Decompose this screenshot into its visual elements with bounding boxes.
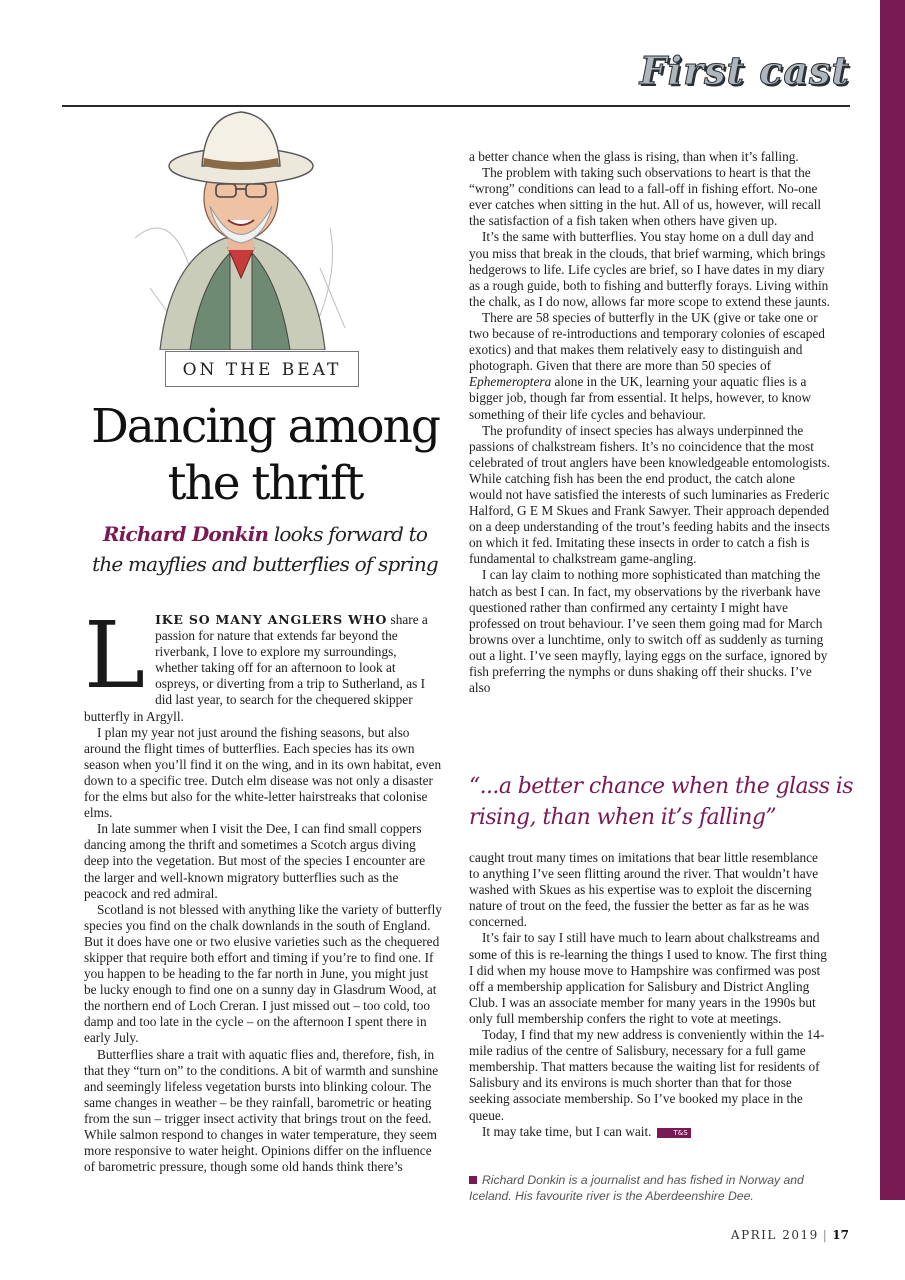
- article-column-left: [84, 602, 442, 1175]
- magazine-edge-bar: [880, 0, 905, 1200]
- folio-separator: |: [822, 1228, 829, 1242]
- section-title: First cast: [639, 48, 850, 93]
- headline-line-2: the thrift: [167, 456, 363, 511]
- species-text-a: There are 58 species of butterfly in the UK (give or take one or two because of re-introductions and temporary colonies of escaped exotics) and that makes them relatively easy to distinguish and photograph. Given that there are more than 50 species of: [469, 309, 825, 374]
- standfirst-line-1: looks forward to: [268, 522, 428, 546]
- article-column-right-top: [469, 149, 831, 696]
- lead-caps: IKE SO MANY ANGLERS WHO: [155, 612, 388, 627]
- body-paragraph: The profundity of insect species has always underpinned the passions of chalkstream fishers. It’s no coincidence that the most celebrated of trout anglers have been knowledgeable entomologists. While catching fish has been the end product, the catch alone would not have satisfied the interests of such luminaries as Frederic Halford, G E M Skues and Frank Sawyer. Their approach depended on a deep understanding of the trout’s feeding habits and the insects on which it fed. Imitating these insects in order to catch a fish is fundamental to chalkstream game-angling.: [469, 422, 831, 567]
- body-paragraph: I can lay claim to nothing more sophisticated than matching the hatch as best I can. In fact, my observations by the riverbank have questioned rather than confirmed any certainty I might have professed on trout behaviour. I’ve seen them going mad for March browns over a lunchtime, only to switch off as suddenly as turning out a light. I’ve seen mayfly, laying eggs on the surface, ignored by fish preferring the nymphs or duns shaking off their shucks. I’ve also: [469, 567, 828, 696]
- body-paragraph: caught trout many times on imitations that bear little resemblance to anything I’ve seen flitting around the river. That wouldn’t have washed with Skues as his expertise was to exploit the discerning nature of trout on the feed, the fussier the better as far as he was concerned.: [469, 850, 819, 930]
- body-paragraph: Scotland is not blessed with anything like the variety of butterfly species you find on the chalk downlands in the south of England. But it does have one or two elusive varieties such as the chequered skipper that require both effort and timing if you’re to find one. If you happen to be heading to the far north in June, you might just be lucky enough to find one on a sunny day in Glasdrum Wood, at the northern end of Loch Creran. I just missed out – too cold, too damp and too late in the cycle – on the afternoon I spent there in early July.: [84, 901, 442, 1046]
- body-paragraph: a better chance when the glass is rising, than when it’s falling.: [469, 149, 799, 164]
- body-paragraph: Today, I find that my new address is conveniently within the 14-mile radius of the centre of Salisbury, necessary for a full game membership. That matters because the waiting list for residents of Salisbury and its environs is much shorter than that for those seeking associate membership. So I’ve booked my place in the queue.: [469, 1027, 825, 1123]
- bio-text: Richard Donkin is a journalist and has fished in Norway and Iceland. His favourite river is the Aberdeenshire Dee.: [469, 1173, 804, 1203]
- issue-date: APRIL 2019: [730, 1228, 819, 1242]
- end-mark-logo: T&S: [657, 1128, 690, 1138]
- lead-paragraph: [84, 602, 442, 725]
- body-paragraph: It’s the same with butterflies. You stay home on a dull day and you miss that break in the clouds, that brief warming, which brings hedgerows to life. Life cycles are brief, so I have dates in my diary as a rough guide, both to fishing and butterfly forays. Living within the chalk, as I do now, allows far more scope to extend these jaunts.: [469, 229, 831, 309]
- body-paragraph: In late summer when I visit the Dee, I can find small coppers dancing among the thrift and sometimes a Scotch argus diving deep into the vegetation. But most of the species I encounter are the larger and well-known migratory butterflies such as the peacock and red admiral.: [84, 821, 426, 901]
- page-number: 17: [832, 1228, 849, 1242]
- closing-line: It may take time, but I can wait.: [482, 1123, 652, 1139]
- bio-square-icon: [469, 1176, 477, 1184]
- author-byline: Richard Donkin: [102, 522, 269, 546]
- species-latin-name: Ephemeroptera: [469, 374, 552, 390]
- headline-line-1: Dancing among: [91, 399, 439, 454]
- pull-quote: “...a better chance when the glass is rising, than when it’s falling”: [469, 774, 853, 830]
- author-portrait-illustration: [130, 88, 350, 350]
- closing-paragraph: [469, 1124, 831, 1140]
- body-paragraph: [469, 310, 831, 423]
- species-text-b: alone in the UK, learning your aquatic flies is a bigger job, though far from essential. It helps, however, to know something of their life cycles and behaviour.: [469, 374, 812, 422]
- body-paragraph: Butterflies share a trait with aquatic flies and, therefore, fish, in that they “turn on” to the conditions. A bit of warmth and sunshine and seemingly lifeless vegetation bursts into blinking colour. The same changes in weather – be they rainfall, barometric or heating from the sun – trigger insect activity that brings trout on the feed. While salmon respond to changes in water temperature, they seem more responsive to water height. Opinions differ on the influence of barometric pressure, though some old hands think there’s: [84, 1046, 439, 1175]
- page-folio: [731, 1228, 849, 1242]
- section-kicker: ON THE BEAT: [165, 351, 359, 387]
- body-paragraph: I plan my year not just around the fishing seasons, but also around the flight times of butterflies. Each species has its own season when you’ll find it on the wing, and in its own habitat, even down to a specific tree. Dutch elm disease was not only a disaster for the elms but also for the white-letter hairstreaks that colonise elms.: [84, 724, 442, 821]
- drop-cap: L: [84, 602, 146, 709]
- headline: [70, 398, 460, 512]
- body-paragraph: It’s fair to say I still have much to learn about chalkstreams and some of this is re-learning the things I used to know. The first thing I did when my house move to Hampshire was confirmed was post off a membership application for Salisbury and District Angling Club. I was an associate member for many years in the 1990s but only full membership confers the right to vote at meetings.: [469, 930, 827, 1026]
- standfirst-line-2: the mayflies and butterflies of spring: [92, 552, 438, 576]
- lead-text: share a passion for nature that extends far beyond the riverbank, I love to explore my surroundings, whether taking off for an afternoon to look at ospreys, or diverting from a trip to Sutherland, as I did last year, to search for the chequered skipper butterfly in Argyll.: [84, 612, 428, 724]
- body-paragraph: The problem with taking such observations to heart is that the “wrong” conditions can lead to a fall-off in fishing effort. No-one ever catches when sitting in the hut. All of us, however, will recall the satisfaction of a fish taken when others have given up.: [469, 165, 822, 229]
- author-bio: [469, 1172, 849, 1204]
- standfirst: [70, 519, 460, 579]
- article-column-right-bottom: [469, 850, 831, 1140]
